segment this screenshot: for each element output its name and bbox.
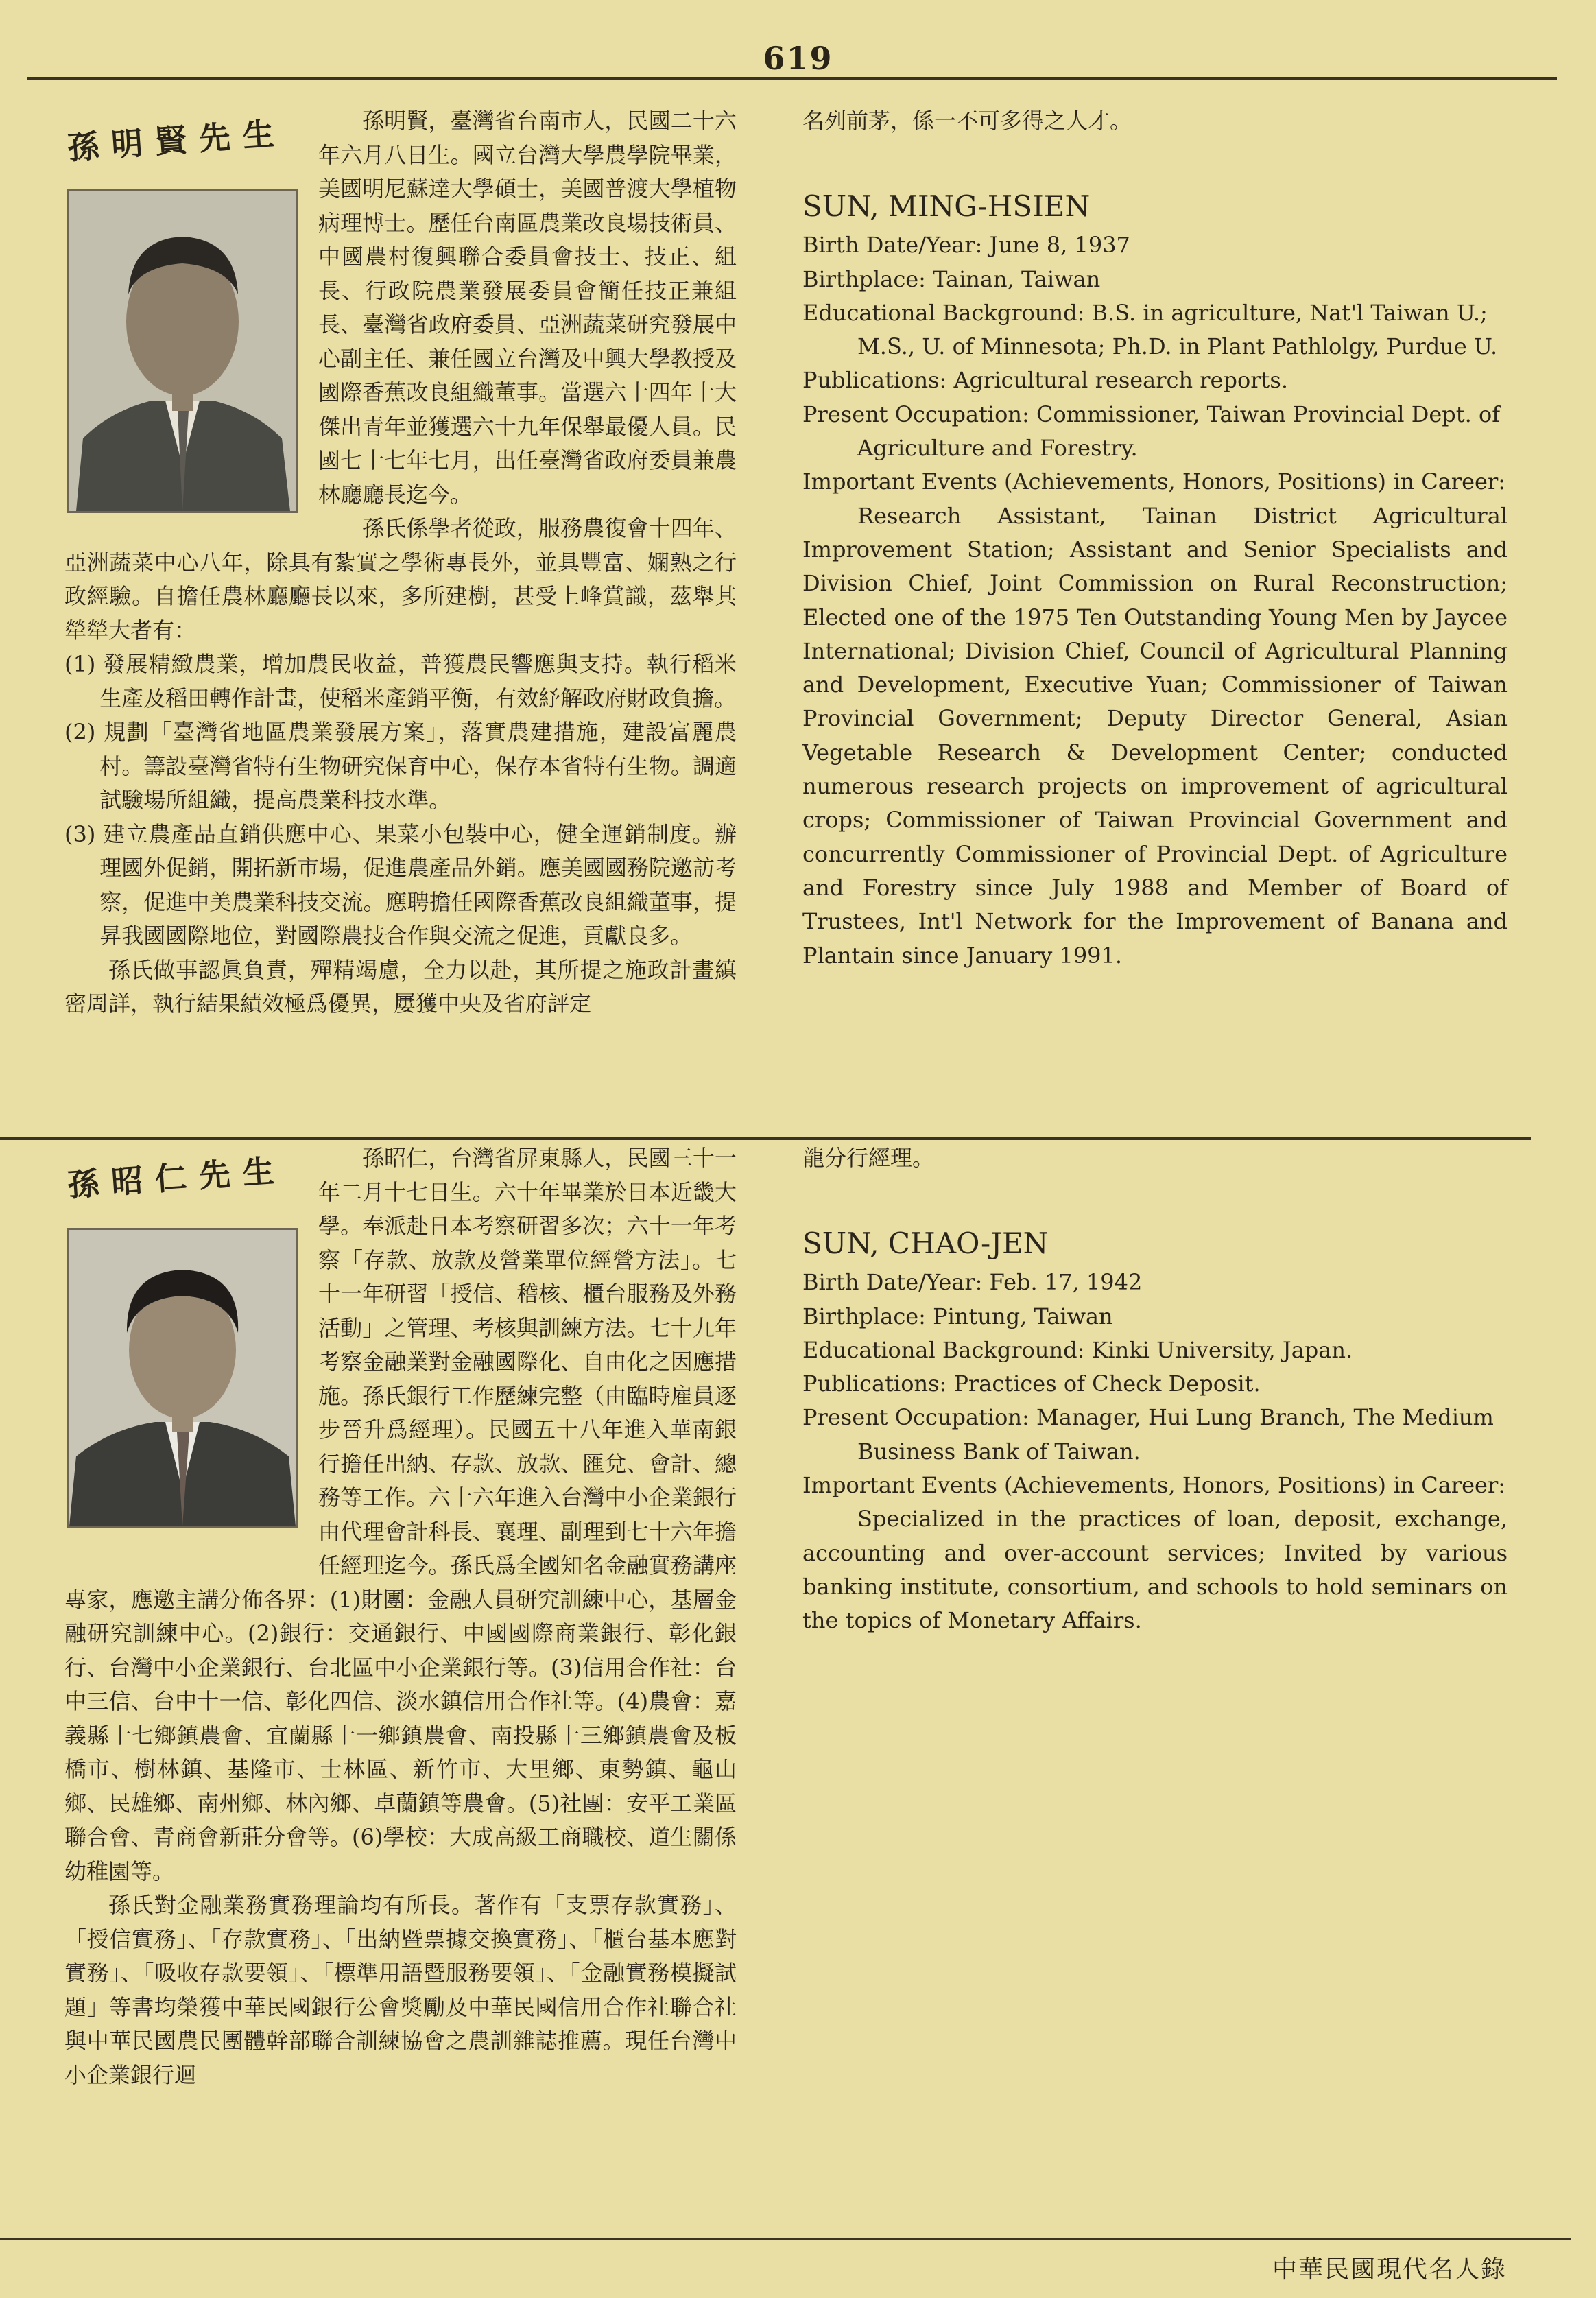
entry-name-zh: 孫明賢先生 [66,114,288,167]
entry2-zh-column [64,1141,737,2092]
field: Important Events (Achievements, Honors, Positions) in Career: [802,1472,1506,1499]
field: Birthplace: Tainan, Taiwan [802,265,1101,292]
field: Present Occupation: Commissioner, Taiwan Provincial Dept. of Agriculture and Forestry. [802,401,1501,462]
entry1-list-zh [64,648,737,953]
field: Educational Background: B.S. in agriculture, Nat'l Taiwan U.; M.S., U. of Minnesota; Ph.D. in Plant Pathlolgy, Purdue U. [802,299,1498,360]
footer-rule [0,2238,1571,2240]
entry1-para3-zh: 孫氏做事認眞負責，殫精竭慮，全力以赴，其所提之施政計畫縝密周詳，執行結果績效極爲優異，屢獲中央及省府評定 [64,956,737,1017]
entry2-name-en: SUN, CHAO-JEN [802,1227,1049,1261]
entry-separator-rule [0,1137,1531,1140]
field: Publications: Practices of Check Deposit. [802,1371,1261,1397]
entry1-en-column [802,104,1508,973]
entry1-name-en: SUN, MING-HSIEN [802,189,1091,224]
footer-title: 中華民國現代名人錄 [1272,2255,1507,2284]
entry2-para2-zh: 孫氏對金融業務實務理論均有所長。著作有「支票存款實務」、「授信實務」、「存款實務」、「出納暨票據交換實務」、「櫃台基本應對實務」、「吸收存款要領」、「標準用語暨服務要領」、「金融實務模擬試題」等書均榮獲中華民國銀行公會獎勵及中華民國信用合作社聯合社與中華民國農民團體幹部聯合訓練協會之農訓雜誌推薦。現任台灣中小企業銀行迴 [64,1892,737,2088]
list-item: (2) 規劃「臺灣省地區農業發展方案」，落實農建措施，建設富麗農村。籌設臺灣省特有生物研究保育中心，保存本省特有生物。調適試驗場所組織，提高農業科技水準。 [64,719,737,813]
field: Present Occupation: Manager, Hui Lung Branch, The Medium Business Bank of Taiwan. [802,1404,1494,1465]
career-text: Research Assistant, Tainan District Agricultural Improvement Station; Assistant and Senior Specialists and Division Chief, Joint Commission on Rural Reconstruction; Elected one of the 1975 Ten Outstanding Young Men by Jaycee International; Division Chief, Council of Agricultural Planning and Development, Executive Yuan; Commissioner of Taiwan Provincial Government; Deputy Director General, Asian Vegetable Research & Development Center; conducted numerous research projects on improvement of agricultural crops; Commissioner of Taiwan Provincial Government and concurrently Commissioner of Provincial Dept. of Agriculture and Forestry since July 1988 and Member of Board of Trustees, Int'l Network for the Improvement of Banana and Plantain since January 1991. [802,502,1508,969]
entry1-zh-column [64,104,737,1021]
entry2-lead-zh: 孫昭仁，台灣省屏東縣人，民國三十一年二月十七日生。六十年畢業於日本近畿大學。奉派赴日本考察研習多次；六十一年考察「存款、放款及營業單位經營方法」。七十一年研習「授信、稽核、櫃台服務及外務活動」之管理、考核與訓練方法。七十九年考察金融業對金融國際化、自由化之因應措施。孫氏銀行工作歷練完整（由臨時雇員逐步晉升爲經理）。民國五十八年進入華南銀行擔任出納、存款、放款、匯兌、會計、總務等工作。六十六年進入台灣中小企業銀行由代理會計科長、襄理、副理到七十六年擔任經理迄今。孫氏爲全國知名金融實務講座專家，應邀主講分佈各界：(1)財團：金融人員研究訓練中心，基層金融研究訓練中心。(2)銀行：交通銀行、中國國際商業銀行、彰化銀行、台灣中小企業銀行、台北區中小企業銀行等。(3)信用合作社：台中三信、台中十一信、彰化四信、淡水鎮信用合作社等。(4)農會：嘉義縣十七鄉鎮農會、宜蘭縣十一鄉鎮農會、南投縣十三鄉鎮農會及板橋市、樹林鎮、基隆市、士林區、新竹市、大里鄉、東勢鎮、龜山鄉、民雄鄉、南州鄉、林內鄉、卓蘭鎮等農會。(5)社團：安平工業區聯合會、青商會新莊分會等。(6)學校：大成高級工商職校、道生關係幼稚園等。 [64,1145,737,1884]
field: Birth Date/Year: Feb. 17, 1942 [802,1269,1143,1296]
entry2-cont-zh: 龍分行經理。 [802,1145,935,1171]
entry1-para2-zh: 孫氏係學者從政，服務農復會十四年、亞洲蔬菜中心八年，除具有紮實之學術專長外，並具豐富、嫻熟之行政經驗。自擔任農林廳廳長以來，多所建樹，甚受上峰賞識，茲舉其犖犖大者有： [64,515,737,643]
list-item: (1) 發展精緻農業，增加農民收益，普獲農民響應與支持。執行稻米生產及稻田轉作計畫，使稻米產銷平衡，有效紓解政府財政負擔。 [64,651,737,711]
entry1-lead-zh: 孫明賢，臺灣省台南市人，民國二十六年六月八日生。國立台灣大學農學院畢業，美國明尼蘇達大學碩士，美國普渡大學植物病理博士。歷任台南區農業改良場技術員、中國農村復興聯合委員會技士、技正、組長、行政院農業發展委員會簡任技正兼組長、臺灣省政府委員、亞洲蔬菜研究發展中心副主任、兼任國立台灣及中興大學教授及國際香蕉改良組織董事。當選六十四年十大傑出青年並獲選六十九年保舉最優人員。民國七十七年七月，出任臺灣省政府委員兼農林廳廳長迄今。 [318,108,737,508]
field: Birth Date/Year: June 8, 1937 [802,232,1130,259]
entry2-en-column [802,1141,1508,1638]
list-item: (3) 建立農產品直銷供應中心、果菜小包裝中心，健全運銷制度。辦理國外促銷，開拓新市場，促進農產品外銷。應美國國務院邀訪考察，促進中美農業科技交流。應聘擔任國際香蕉改良組織董事，提昇我國國際地位，對國際農技合作與交流之促進，貢獻良多。 [64,820,737,949]
field: Important Events (Achievements, Honors, Positions) in Career: [802,469,1506,495]
field: Publications: Agricultural research reports. [802,367,1288,394]
entry1-cont-zh: 名列前茅，係一不可多得之人才。 [802,108,1132,134]
career-text: Specialized in the practices of loan, deposit, exchange, accounting and over-account services; Invited by various banking institute, consortium, and schools to hold seminars on the topics of Monetary Affairs. [802,1506,1508,1634]
field: Birthplace: Pintung, Taiwan [802,1303,1113,1329]
page-number: 619 [763,40,833,77]
field: Educational Background: Kinki University, Japan. [802,1336,1353,1363]
entry2-name-zh: 孫昭仁先生 [66,1151,288,1204]
